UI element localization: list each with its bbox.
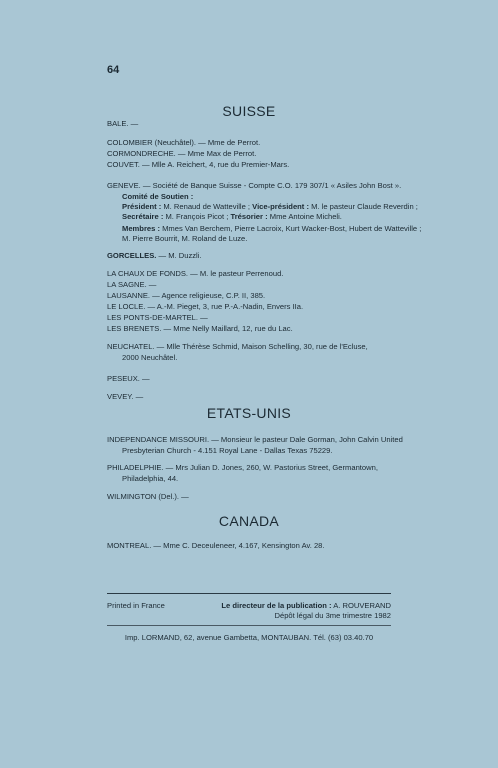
heading-canada: CANADA — [218, 513, 280, 529]
entry-colombier: COLOMBIER (Neuchâtel). — Mme de Perrot. — [107, 138, 261, 147]
depot-legal: Dépôt légal du 3me trimestre 1982 — [274, 611, 391, 620]
vice-label: Vice-président : — [252, 202, 309, 211]
footer-bottom-rule — [107, 625, 391, 626]
tresorier-text: Mme Antoine Micheli. — [267, 212, 342, 221]
entry-geneve: GENEVE. — Société de Banque Suisse - Compte C.O. 179 307/1 « Asiles John Bost ». — [107, 181, 402, 190]
entry-les-brenets: LES BRENETS. — Mme Nelly Maillard, 12, rue du Lac. — [107, 324, 293, 333]
page-number: 64 — [107, 64, 120, 76]
heading-suisse: SUISSE — [222, 103, 276, 119]
entry-vevey: VEVEY. — — [107, 392, 144, 401]
entry-chaux-de-fonds: LA CHAUX DE FONDS. — M. le pasteur Perrenoud. — [107, 269, 284, 278]
secretaire-text: M. François Picot ; — [163, 212, 231, 221]
entry-cormondreche: CORMONDRECHE. — Mme Max de Perrot. — [107, 149, 257, 158]
entry-bale: BALE. — — [107, 119, 139, 128]
president-label: Président : — [122, 202, 162, 211]
imprimeur-line: Imp. LORMAND, 62, avenue Gambetta, MONTAUBAN. Tél. (63) 03.40.70 — [124, 633, 374, 642]
gorcelles-label: GORCELLES. — [107, 251, 157, 260]
entry-independance-cont: Presbyterian Church - 4.151 Royal Lane - Dallas Texas 75229. — [122, 446, 333, 455]
entry-montreal: MONTREAL. — Mme C. Deceuleneer, 4.167, Kensington Av. 28. — [107, 541, 325, 550]
secretaire-label: Secrétaire : — [122, 212, 164, 221]
entry-le-locle: LE LOCLE. — A.-M. Pieget, 3, rue P.-A.-Nadin, Envers IIa. — [107, 302, 304, 311]
entry-peseux: PESEUX. — — [107, 374, 150, 383]
entry-wilmington: WILMINGTON (Del.). — — [107, 492, 189, 501]
directeur-line — [221, 601, 391, 610]
comite-president-line — [122, 202, 418, 211]
president-text: M. Renaud de Watteville ; — [161, 202, 253, 211]
comite-title: Comité de Soutien : — [122, 192, 194, 201]
entry-independance: INDEPENDANCE MISSOURI. — Monsieur le pasteur Dale Gorman, John Calvin United — [107, 435, 403, 444]
membres-label: Membres : — [122, 224, 160, 233]
entry-ponts-de-martel: LES PONTS-DE-MARTEL. — — [107, 313, 208, 322]
vice-text: M. le pasteur Claude Reverdin ; — [308, 202, 418, 211]
comite-membres-line — [122, 224, 421, 233]
entry-couvet: COUVET. — Mlle A. Reichert, 4, rue du Premier-Mars. — [107, 160, 290, 169]
entry-la-sagne: LA SAGNE. — — [107, 280, 157, 289]
directeur-label: Le directeur de la publication : — [221, 601, 332, 610]
entry-philadelphie: PHILADELPHIE. — Mrs Julian D. Jones, 260, W. Pastorius Street, Germantown, — [107, 463, 378, 472]
tresorier-label: Trésorier : — [230, 212, 268, 221]
entry-neuchatel-cont: 2000 Neuchâtel. — [122, 353, 178, 362]
entry-gorcelles — [107, 251, 202, 260]
entry-neuchatel: NEUCHATEL. — Mlle Thérèse Schmid, Maison Schelling, 30, rue de l'Ecluse, — [107, 342, 368, 351]
entry-lausanne: LAUSANNE. — Agence religieuse, C.P. II, 385. — [107, 291, 266, 300]
membres-text: Mmes Van Berchem, Pierre Lacroix, Kurt Wacker-Bost, Hubert de Watteville ; — [159, 224, 422, 233]
comite-secretaire-line — [122, 212, 342, 221]
heading-etats-unis: ETATS-UNIS — [206, 405, 292, 421]
entry-philadelphie-cont: Philadelphia, 44. — [122, 474, 179, 483]
comite-membres-cont: M. Pierre Bourrit, M. Roland de Luze. — [122, 234, 248, 243]
printed-in-france: Printed in France — [107, 601, 165, 610]
directeur-name: A. ROUVERAND — [331, 601, 391, 610]
footer-top-rule — [107, 593, 391, 594]
gorcelles-text: — M. Duzzli. — [156, 251, 202, 260]
